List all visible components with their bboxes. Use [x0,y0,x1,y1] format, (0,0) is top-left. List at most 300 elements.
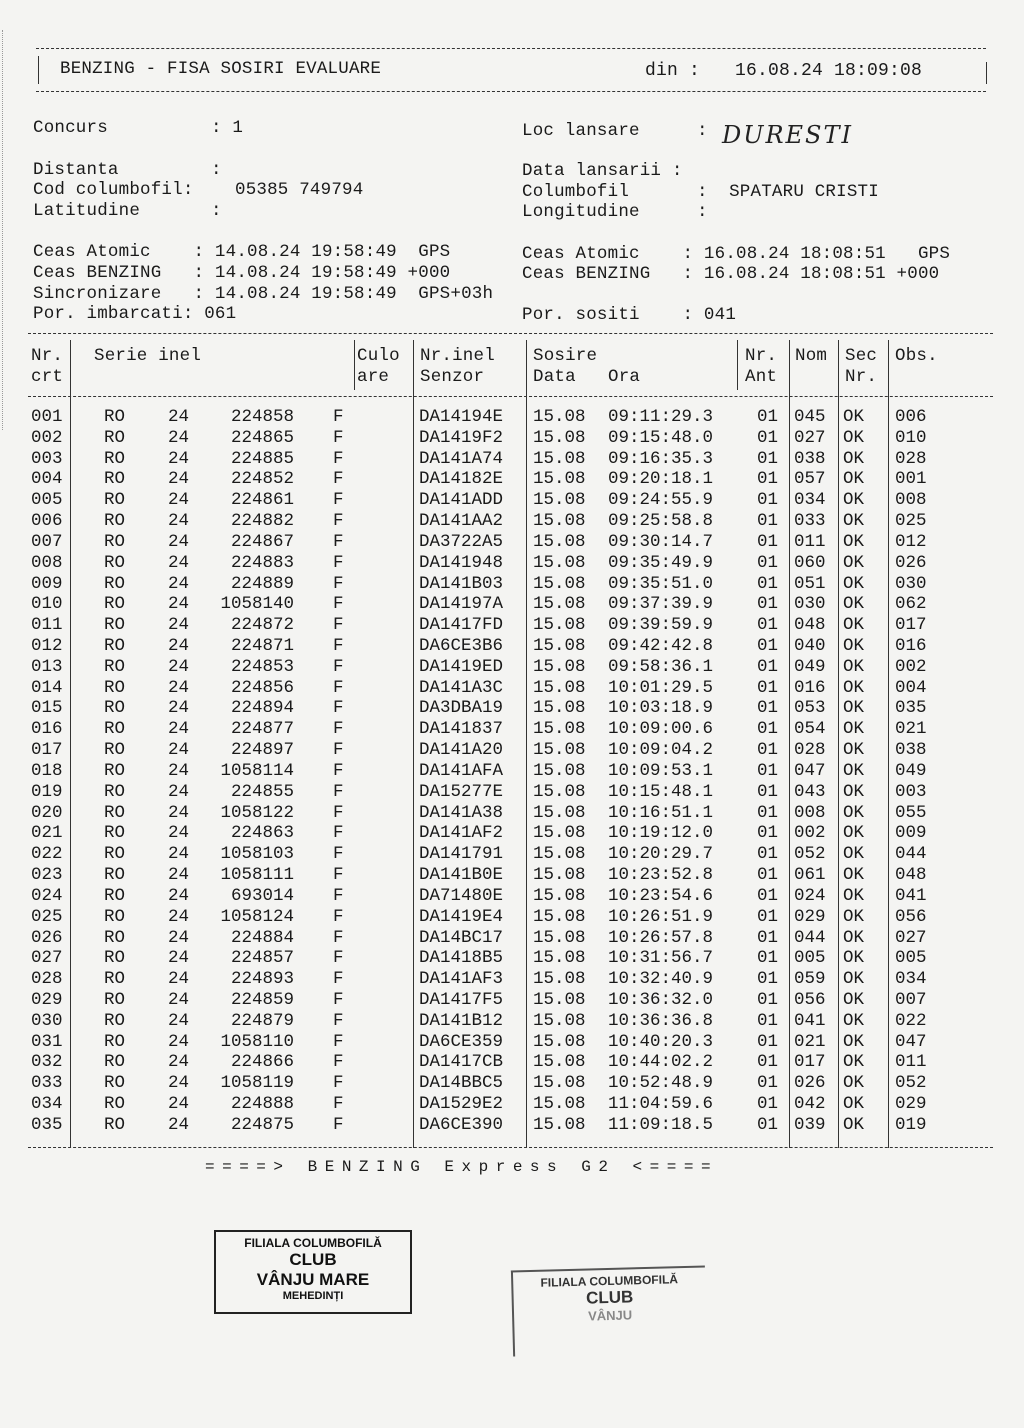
cell-obs: 056 [895,906,927,927]
cell-inel: 224893 [230,969,294,990]
table-row [0,1032,1024,1053]
cell-sec: OK [843,469,865,490]
cell-ora: 10:01:29.5 [608,677,714,698]
cell-obs: 062 [895,594,927,615]
longitudine-label: Longitudine [522,202,640,222]
table-row [0,844,1024,865]
table-bottom-border [28,1147,993,1148]
cell-senzor: DA141AF2 [419,823,504,844]
table-row [0,907,1024,928]
cell-ant: 01 [757,656,779,677]
cell-ant: 01 [757,615,779,636]
th-obs: Obs. [895,346,938,366]
cell-obs: 016 [895,636,927,657]
cell-data: 15.08 [533,552,586,573]
latitudine-value: : [211,201,222,221]
cell-senzor: DA141AFA [419,760,504,781]
cell-nr: 001 [31,407,63,427]
cell-an: 24 [168,760,190,781]
cell-data: 15.08 [533,1010,586,1031]
cell-sec: OK [843,636,865,657]
cell-nom: 044 [794,927,826,948]
cell-tara: RO [104,1031,126,1052]
cell-ora: 11:09:18.5 [608,1114,714,1135]
table-header-bottom-border [28,396,993,397]
cell-senzor: DA141791 [419,844,504,865]
cell-ora: 09:37:39.9 [608,594,714,615]
cell-ora: 10:40:20.3 [608,1031,714,1052]
cell-an: 24 [168,698,190,719]
table-row [0,511,1024,532]
cell-sec: OK [843,594,865,615]
cell-nom: 024 [794,885,826,906]
cell-sec: OK [843,531,865,552]
cell-ant: 01 [757,823,779,844]
cell-sec: OK [843,448,865,469]
cell-sex: F [333,448,344,469]
cell-an: 24 [168,1114,190,1135]
cell-ora: 10:26:51.9 [608,906,714,927]
th-nr-crt-1: Nr. [31,346,64,366]
cell-tara: RO [104,1010,126,1031]
cell-inel: 224867 [230,531,294,552]
cell-tara: RO [104,490,126,511]
cell-data: 15.08 [533,906,586,927]
cell-nom: 048 [794,615,826,636]
cell-data: 15.08 [533,448,586,469]
cell-inel: 1058114 [220,760,294,781]
cell-ora: 10:23:52.8 [608,865,714,886]
cell-nr: 021 [31,823,63,844]
th-nr-inel-1: Nr.inel [420,346,495,366]
cell-senzor: DA3722A5 [419,531,504,552]
cell-inel: 224857 [230,948,294,969]
cell-nr: 013 [31,656,63,677]
cell-data: 15.08 [533,969,586,990]
cell-nr: 034 [31,1094,63,1115]
cell-nr: 010 [31,594,63,615]
cell-nr: 006 [31,511,63,532]
cell-data: 15.08 [533,1073,586,1094]
cell-obs: 052 [895,1073,927,1094]
cell-nr: 007 [31,531,63,552]
cell-an: 24 [168,989,190,1010]
cell-inel: 1058110 [220,1031,294,1052]
cell-senzor: DA141837 [419,719,504,740]
cell-obs: 009 [895,823,927,844]
cell-senzor: DA6CE359 [419,1031,504,1052]
cell-data: 15.08 [533,802,586,823]
th-ora: Ora [608,367,641,387]
cell-ant: 01 [757,1094,779,1115]
cell-sex: F [333,802,344,823]
table-row [0,449,1024,470]
cell-tara: RO [104,531,126,552]
th-sosire: Sosire [533,346,598,366]
cell-data: 15.08 [533,1031,586,1052]
cell-obs: 055 [895,802,927,823]
table-row [0,490,1024,511]
th-nr-inel-2: Senzor [420,367,485,387]
cell-ora: 10:03:18.9 [608,698,714,719]
header-bottom-border [36,91,986,92]
cell-ant: 01 [757,677,779,698]
table-row [0,1094,1024,1115]
cell-sex: F [333,927,344,948]
stamp-right-line2: CLUB [585,1287,634,1308]
cell-sex: F [333,636,344,657]
stamp-left-line2: CLUB [289,1250,337,1269]
cell-ant: 01 [757,531,779,552]
cell-ora: 10:44:02.2 [608,1052,714,1073]
cell-an: 24 [168,802,190,823]
th-sec-1: Sec [845,346,878,366]
cell-sex: F [333,948,344,969]
cell-sec: OK [843,865,865,886]
table-top-border [28,333,993,334]
cell-ant: 01 [757,802,779,823]
cell-senzor: DA14194E [419,407,504,427]
table-row [0,594,1024,615]
cell-ant: 01 [757,511,779,532]
loc-lansare-colon: : [697,121,708,141]
cell-nr: 009 [31,573,63,594]
cell-nr: 005 [31,490,63,511]
cell-inel: 224858 [230,407,294,427]
cell-sex: F [333,1073,344,1094]
cell-nom: 042 [794,1094,826,1115]
cell-sex: F [333,906,344,927]
cell-nr: 023 [31,865,63,886]
th-culoare-2: are [357,367,390,387]
loc-lansare-label: Loc lansare [522,121,640,141]
cell-nr: 016 [31,719,63,740]
cell-an: 24 [168,927,190,948]
cell-data: 15.08 [533,615,586,636]
cell-ora: 09:35:49.9 [608,552,714,573]
cell-senzor: DA6CE3B6 [419,636,504,657]
cell-ant: 01 [757,448,779,469]
cell-ora: 09:30:14.7 [608,531,714,552]
cell-senzor: DA1419ED [419,656,504,677]
cell-nr: 015 [31,698,63,719]
cell-senzor: DA141A74 [419,448,504,469]
cell-nom: 029 [794,906,826,927]
cell-nr: 002 [31,427,63,448]
concurs-label: Concurs [33,118,108,138]
cell-data: 15.08 [533,469,586,490]
cell-obs: 047 [895,1031,927,1052]
cell-sec: OK [843,844,865,865]
table-row [0,428,1024,449]
cell-nom: 056 [794,989,826,1010]
cell-ora: 10:19:12.0 [608,823,714,844]
cell-ant: 01 [757,1073,779,1094]
cell-sex: F [333,427,344,448]
cell-sec: OK [843,760,865,781]
cell-nom: 005 [794,948,826,969]
th-nom: Nom [795,346,828,366]
cell-senzor: DA1419E4 [419,906,504,927]
cell-sex: F [333,698,344,719]
cell-ora: 10:52:48.9 [608,1073,714,1094]
cell-inel: 224882 [230,511,294,532]
cell-ant: 01 [757,989,779,1010]
cell-data: 15.08 [533,407,586,427]
cell-tara: RO [104,511,126,532]
cell-sec: OK [843,989,865,1010]
stamp-left-line3: VÂNJU MARE [256,1270,370,1289]
cell-obs: 008 [895,490,927,511]
cell-sex: F [333,552,344,573]
cell-ora: 10:32:40.9 [608,969,714,990]
cell-senzor: DA71480E [419,885,504,906]
ceas-atomic-left: Ceas Atomic : 14.08.24 19:58:49 GPS [33,242,451,262]
cell-an: 24 [168,656,190,677]
ceas-benzing-right: Ceas BENZING : 16.08.24 18:08:51 +000 [522,264,940,284]
cell-tara: RO [104,636,126,657]
cell-sex: F [333,969,344,990]
cell-nom: 011 [794,531,826,552]
cell-an: 24 [168,1073,190,1094]
cell-nom: 008 [794,802,826,823]
cell-sex: F [333,469,344,490]
cell-data: 15.08 [533,719,586,740]
header-right-border [986,62,987,84]
cell-sex: F [333,615,344,636]
latitudine-label: Latitudine [33,201,141,221]
cell-inel: 224872 [230,615,294,636]
cell-inel: 1058111 [220,865,294,886]
cell-ant: 01 [757,969,779,990]
cell-sex: F [333,573,344,594]
columbofil-value: : SPATARU CRISTI [697,182,879,202]
cell-data: 15.08 [533,531,586,552]
cell-nom: 061 [794,865,826,886]
cell-an: 24 [168,844,190,865]
cell-senzor: DA141ADD [419,490,504,511]
cell-nom: 040 [794,636,826,657]
cell-an: 24 [168,823,190,844]
cell-data: 15.08 [533,636,586,657]
cell-obs: 003 [895,781,927,802]
cell-sec: OK [843,552,865,573]
cell-nr: 035 [31,1114,63,1135]
cod-columbofil-label: Cod columbofil: [33,180,194,200]
cell-ant: 01 [757,1010,779,1031]
cell-sex: F [333,1052,344,1073]
cell-nr: 029 [31,989,63,1010]
cell-sec: OK [843,1031,865,1052]
cell-ant: 01 [757,1114,779,1135]
cell-nr: 018 [31,760,63,781]
cell-nom: 016 [794,677,826,698]
cell-inel: 1058140 [220,594,294,615]
cell-tara: RO [104,677,126,698]
cell-nr: 033 [31,1073,63,1094]
cell-sec: OK [843,969,865,990]
cell-nr: 012 [31,636,63,657]
cell-tara: RO [104,552,126,573]
cell-an: 24 [168,407,190,427]
cell-nom: 017 [794,1052,826,1073]
cell-tara: RO [104,719,126,740]
cell-inel: 1058119 [220,1073,294,1094]
cell-obs: 048 [895,865,927,886]
cell-data: 15.08 [533,677,586,698]
cell-obs: 026 [895,552,927,573]
cell-data: 15.08 [533,781,586,802]
cell-inel: 224859 [230,989,294,1010]
table-row [0,532,1024,553]
table-row [0,782,1024,803]
cell-inel: 224855 [230,781,294,802]
cell-ora: 09:39:59.9 [608,615,714,636]
cell-sex: F [333,823,344,844]
table-row [0,803,1024,824]
cell-tara: RO [104,885,126,906]
cell-ora: 09:58:36.1 [608,656,714,677]
cod-columbofil-value: 05385 749794 [235,180,364,200]
club-stamp-left [214,1230,412,1314]
cell-ora: 10:23:54.6 [608,885,714,906]
cell-ora: 10:09:00.6 [608,719,714,740]
cell-data: 15.08 [533,698,586,719]
cell-ora: 09:15:48.0 [608,427,714,448]
cell-ant: 01 [757,927,779,948]
cell-inel: 224883 [230,552,294,573]
cell-sex: F [333,844,344,865]
cell-tara: RO [104,448,126,469]
cell-sec: OK [843,1010,865,1031]
cell-obs: 021 [895,719,927,740]
cell-ant: 01 [757,427,779,448]
cell-tara: RO [104,656,126,677]
cell-ora: 09:20:18.1 [608,469,714,490]
cell-inel: 224861 [230,490,294,511]
cell-nom: 027 [794,427,826,448]
cell-nom: 028 [794,740,826,761]
cell-sex: F [333,1010,344,1031]
table-row [0,636,1024,657]
cell-inel: 1058124 [220,906,294,927]
cell-tara: RO [104,906,126,927]
table-row [0,1115,1024,1136]
cell-an: 24 [168,906,190,927]
left-margin-scan-mark [2,30,13,430]
concurs-value: : 1 [211,118,244,138]
cell-ant: 01 [757,906,779,927]
por-sositi: Por. sositi : 041 [522,305,737,325]
cell-nom: 038 [794,448,826,469]
cell-sex: F [333,531,344,552]
table-row [0,969,1024,990]
cell-nr: 030 [31,1010,63,1031]
cell-tara: RO [104,698,126,719]
cell-senzor: DA1417F5 [419,989,504,1010]
cell-ora: 10:20:29.7 [608,844,714,865]
table-row [0,928,1024,949]
cell-senzor: DA3DBA19 [419,698,504,719]
cell-tara: RO [104,594,126,615]
cell-data: 15.08 [533,989,586,1010]
cell-nr: 022 [31,844,63,865]
cell-senzor: DA141948 [419,552,504,573]
cell-inel: 224877 [230,719,294,740]
cell-inel: 224889 [230,573,294,594]
th-culoare-1: Culo [357,346,400,366]
cell-data: 15.08 [533,927,586,948]
cell-nr: 027 [31,948,63,969]
cell-obs: 049 [895,760,927,781]
cell-nom: 030 [794,594,826,615]
cell-obs: 002 [895,656,927,677]
cell-ant: 01 [757,719,779,740]
cell-sec: OK [843,948,865,969]
cell-inel: 224879 [230,1010,294,1031]
cell-nr: 008 [31,552,63,573]
cell-inel: 1058122 [220,802,294,823]
cell-an: 24 [168,531,190,552]
cell-obs: 029 [895,1094,927,1115]
cell-sex: F [333,740,344,761]
cell-ora: 09:25:58.8 [608,511,714,532]
cell-ant: 01 [757,594,779,615]
cell-nr: 003 [31,448,63,469]
cell-an: 24 [168,1052,190,1073]
cell-obs: 028 [895,448,927,469]
cell-senzor: DA14182E [419,469,504,490]
cell-ant: 01 [757,1031,779,1052]
cell-ora: 10:16:51.1 [608,802,714,823]
cell-nr: 011 [31,615,63,636]
cell-inel: 224853 [230,656,294,677]
cell-data: 15.08 [533,594,586,615]
table-row [0,740,1024,761]
cell-sec: OK [843,781,865,802]
cell-data: 15.08 [533,656,586,677]
cell-ora: 11:04:59.6 [608,1094,714,1115]
cell-an: 24 [168,636,190,657]
cell-nom: 049 [794,656,826,677]
cell-sex: F [333,865,344,886]
cell-inel: 1058103 [220,844,294,865]
cell-senzor: DA1419F2 [419,427,504,448]
cell-tara: RO [104,760,126,781]
cell-an: 24 [168,781,190,802]
cell-nom: 053 [794,698,826,719]
cell-nom: 043 [794,781,826,802]
cell-sex: F [333,719,344,740]
cell-an: 24 [168,427,190,448]
cell-an: 24 [168,511,190,532]
cell-obs: 005 [895,948,927,969]
cell-ora: 10:36:32.0 [608,989,714,1010]
cell-nom: 057 [794,469,826,490]
cell-obs: 006 [895,407,927,427]
cell-senzor: DA14BBC5 [419,1073,504,1094]
table-row [0,698,1024,719]
loc-lansare-handwritten: DURESTI [722,121,853,149]
cell-obs: 030 [895,573,927,594]
cell-nom: 039 [794,1114,826,1135]
cell-nom: 033 [794,511,826,532]
cell-ora: 09:42:42.8 [608,636,714,657]
cell-senzor: DA14BC17 [419,927,504,948]
table-row [0,553,1024,574]
cell-ant: 01 [757,948,779,969]
cell-an: 24 [168,1094,190,1115]
